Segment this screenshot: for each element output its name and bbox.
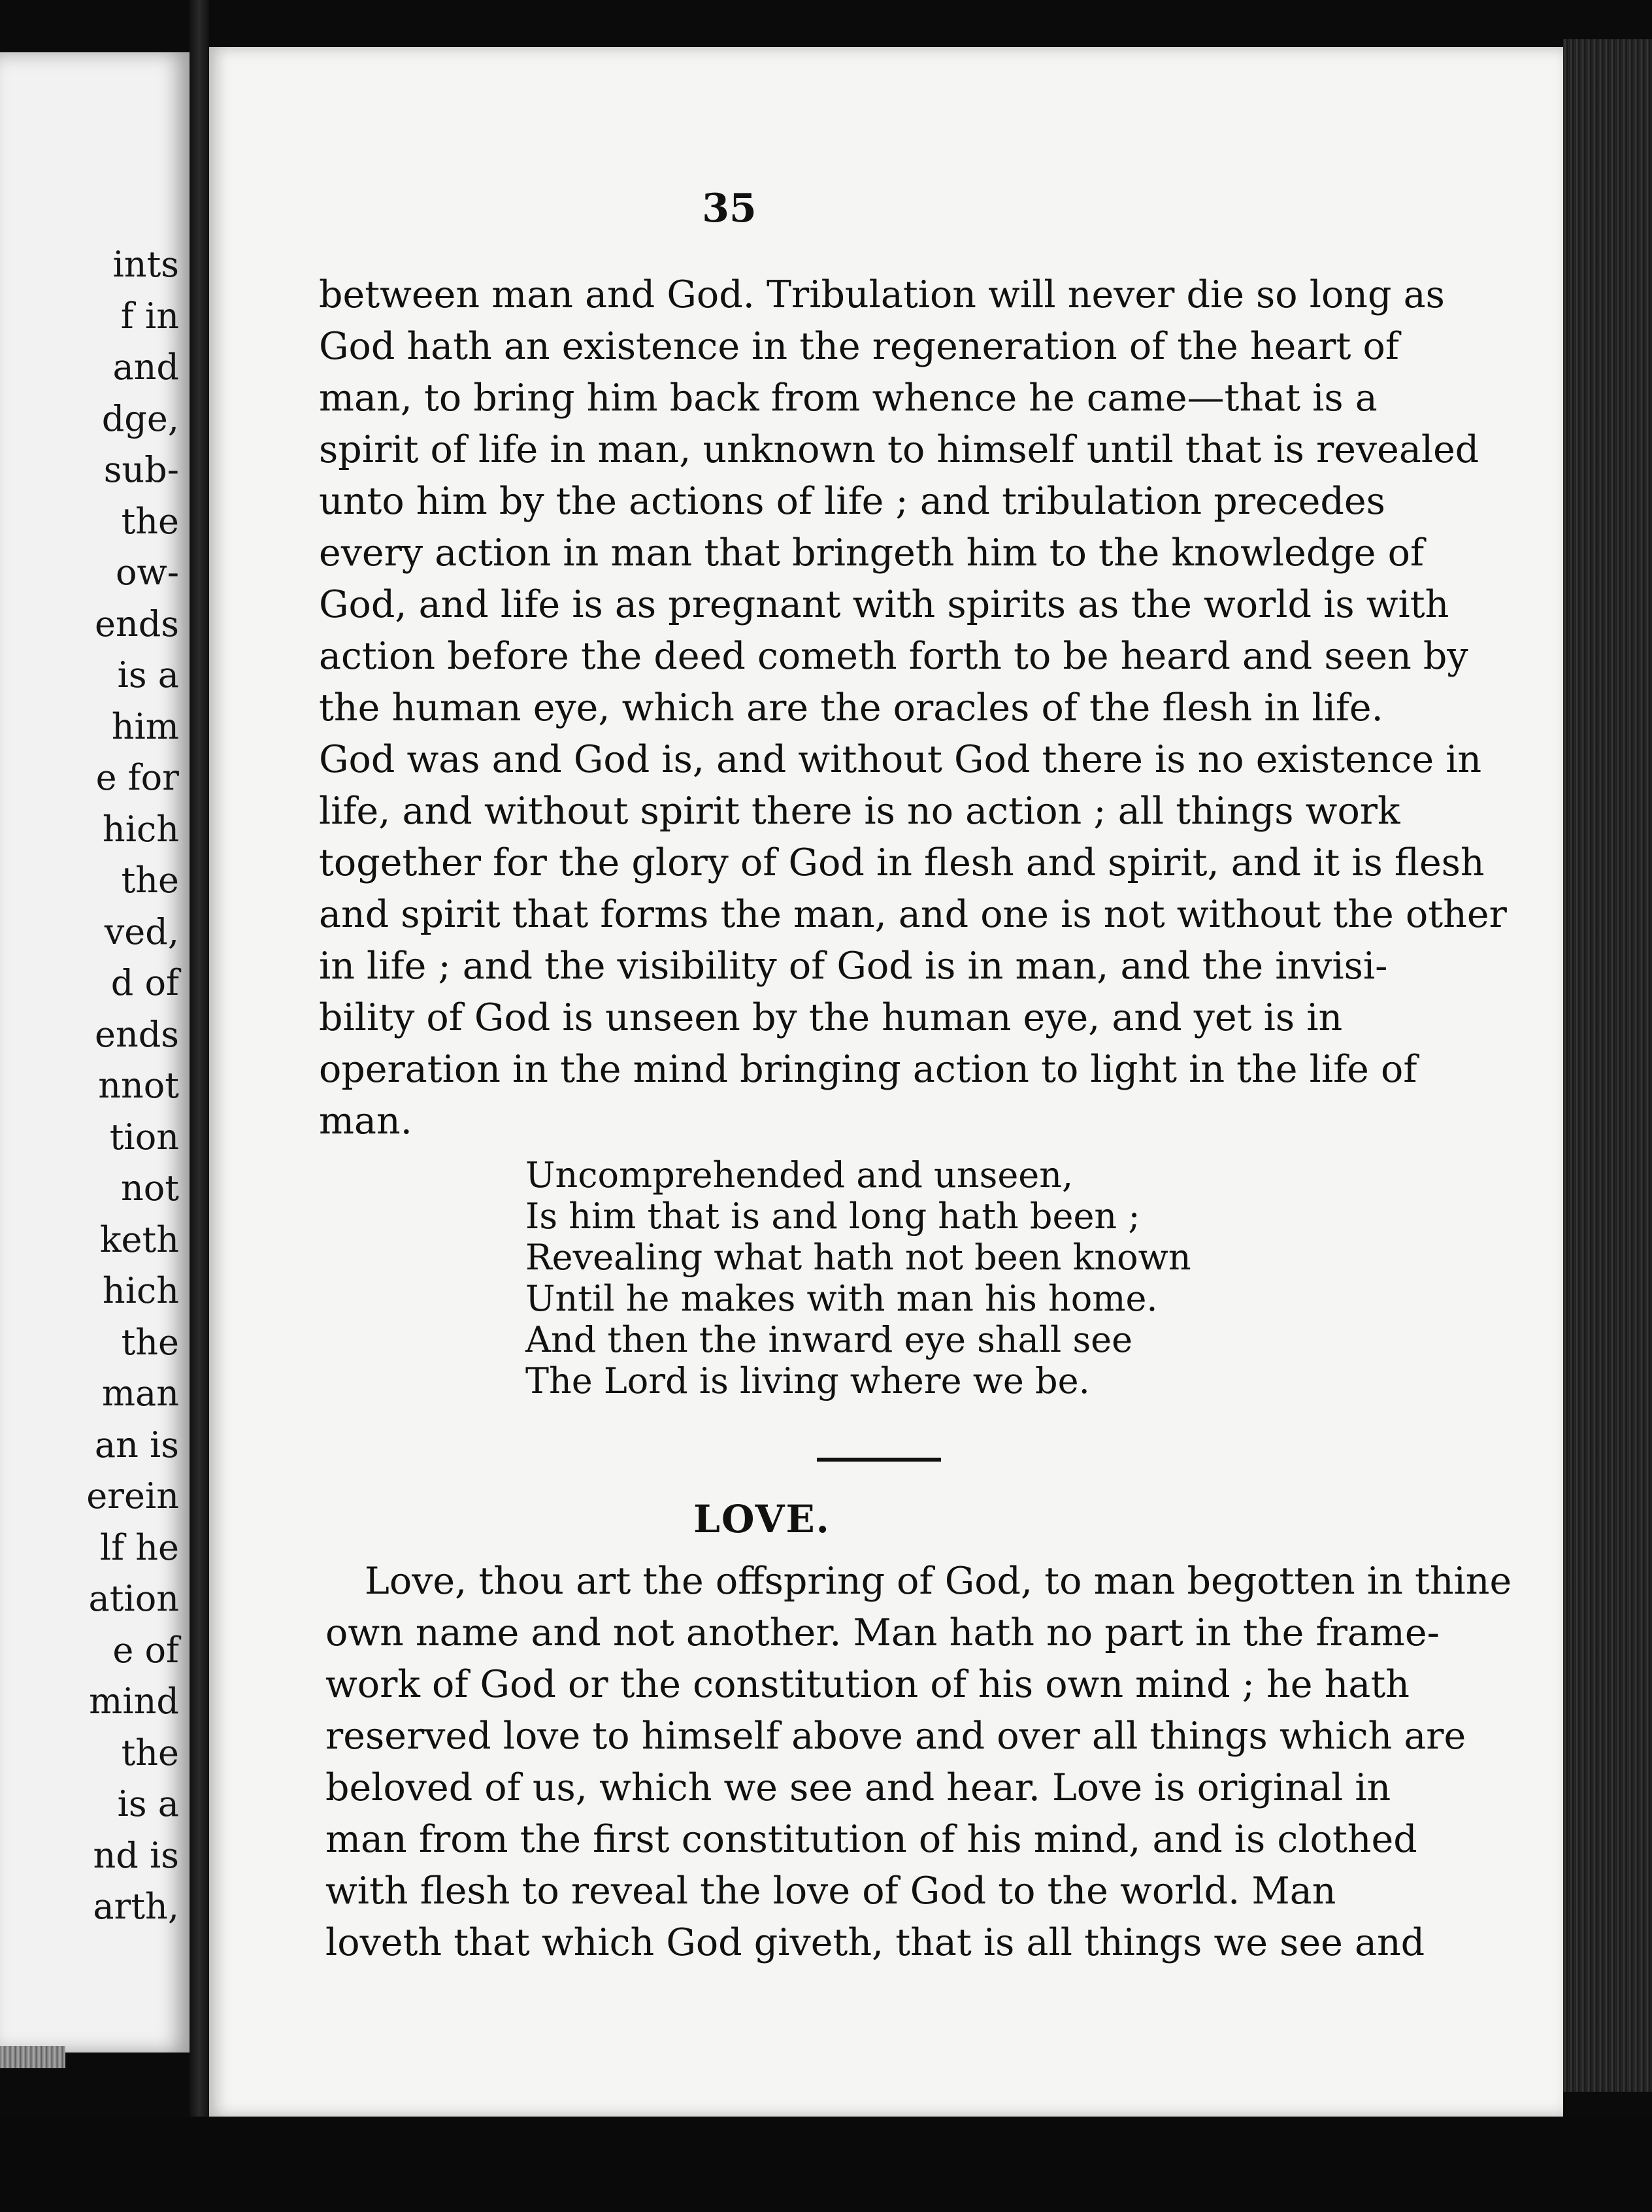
left-page-line-fragment: f in (120, 295, 179, 337)
left-page-line-fragment: ation (88, 1578, 179, 1619)
text-line: with flesh to reveal the love of God to the world. Man (325, 1869, 1336, 1913)
left-page-line-fragment: the (121, 860, 179, 901)
text-line: and spirit that forms the man, and one is not without the other (319, 893, 1507, 936)
left-page-line-fragment: lf he (99, 1526, 179, 1568)
left-page-line-fragment: erein (86, 1475, 179, 1517)
page-stack-edge (1563, 39, 1652, 2092)
text-line: loveth that which God giveth, that is all things we see and (325, 1921, 1425, 1964)
left-page-line-fragment: an is (94, 1424, 179, 1466)
left-page-line-fragment: ints (112, 244, 179, 285)
left-page-line-fragment: and (112, 346, 179, 388)
left-page-line-fragment: e of (112, 1629, 179, 1671)
text-line: in life ; and the visibility of God is in man, and the invisi- (319, 945, 1388, 988)
text-line: God was and God is, and without God there is no existence in (319, 738, 1482, 781)
left-page-line-fragment: him (111, 705, 179, 747)
text-line: man. (319, 1099, 412, 1143)
text-line: God, and life is as pregnant with spirits as the world is with (319, 583, 1449, 626)
poem-line: The Lord is living where we be. (525, 1360, 1090, 1401)
left-page-line-fragment: d of (110, 962, 179, 1003)
poem-line: Uncomprehended and unseen, (525, 1154, 1074, 1196)
left-facing-page (0, 52, 190, 2053)
left-page-line-fragment: ved, (104, 911, 179, 952)
poem-line: Until he makes with man his home. (525, 1278, 1158, 1319)
section-divider (817, 1458, 941, 1462)
text-line: Love, thou art the offspring of God, to man begotten in thine (365, 1560, 1512, 1603)
left-page-line-fragment: ow- (116, 552, 179, 593)
page-number: 35 (702, 186, 757, 231)
left-page-line-fragment: ends (94, 603, 179, 645)
left-page-line-fragment: mind (89, 1681, 179, 1722)
left-page-line-fragment: hich (102, 1270, 179, 1311)
text-line: bility of God is unseen by the human eye, and yet is in (319, 996, 1343, 1039)
left-page-line-fragment: not (121, 1167, 179, 1209)
left-page-line-fragment: man (101, 1373, 179, 1414)
left-page-line-fragment: tion (109, 1116, 179, 1158)
paragraph-2 (325, 1556, 1512, 1969)
text-line: every action in man that bringeth him to the knowledge of (319, 531, 1425, 575)
text-line: work of God or the constitution of his own mind ; he hath (325, 1663, 1410, 1706)
text-line: own name and not another. Man hath no part in the frame- (325, 1611, 1440, 1654)
text-line: life, and without spirit there is no action ; all things work (319, 790, 1400, 833)
poem-line: Is him that is and long hath been ; (525, 1196, 1140, 1237)
left-page-line-fragment: keth (99, 1218, 179, 1260)
book-gutter (190, 0, 209, 2212)
text-line: between man and God. Tribulation will never die so long as (319, 273, 1445, 316)
paragraph-1 (319, 269, 1507, 1147)
text-line: man from the first constitution of his mind, and is clothed (325, 1818, 1417, 1861)
left-page-line-fragment: is a (117, 654, 179, 695)
poem-stanza (525, 1154, 1191, 1401)
left-page-line-fragment: e for (95, 757, 179, 798)
scan-border (0, 2117, 1652, 2212)
left-page-line-fragment: sub- (103, 449, 179, 490)
text-line: man, to bring him back from whence he came—that is a (319, 377, 1378, 420)
main-page (209, 47, 1563, 2117)
text-line: together for the glory of God in flesh and spirit, and it is flesh (319, 841, 1485, 884)
section-heading: LOVE. (693, 1497, 831, 1541)
left-page-line-fragment: nd is (93, 1834, 179, 1876)
poem-line: And then the inward eye shall see (525, 1319, 1133, 1360)
text-line: action before the deed cometh forth to be heard and seen by (319, 635, 1468, 678)
page-edge-strip (0, 2046, 65, 2068)
left-page-line-fragment: the (121, 1732, 179, 1773)
text-line: reserved love to himself above and over all things which are (325, 1715, 1466, 1758)
left-page-line-fragment: ends (94, 1013, 179, 1055)
text-line: the human eye, which are the oracles of the flesh in life. (319, 686, 1383, 729)
left-page-line-fragment: the (121, 1321, 179, 1363)
left-page-line-fragment: arth, (93, 1886, 179, 1927)
text-line: God hath an existence in the regeneration of the heart of (319, 325, 1399, 368)
left-page-line-fragment: nnot (98, 1065, 179, 1106)
poem-line: Revealing what hath not been known (525, 1237, 1191, 1278)
left-page-line-fragment: hich (102, 808, 179, 850)
text-line: beloved of us, which we see and hear. Love is original in (325, 1766, 1391, 1809)
text-line: operation in the mind bringing action to light in the life of (319, 1048, 1417, 1091)
text-line: unto him by the actions of life ; and tribulation precedes (319, 480, 1385, 523)
text-line: spirit of life in man, unknown to himself until that is revealed (319, 428, 1479, 471)
left-page-line-fragment: the (121, 500, 179, 542)
left-page-line-fragment: is a (117, 1783, 179, 1824)
left-page-line-fragment: dge, (101, 397, 179, 439)
